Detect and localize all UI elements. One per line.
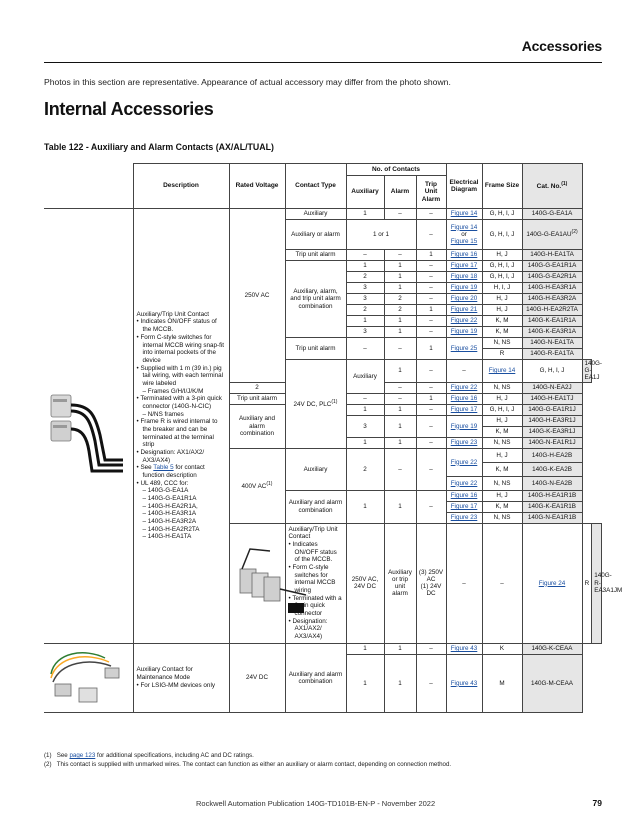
group2-voltage: 250V AC, 24V DC bbox=[346, 523, 384, 643]
figure-link[interactable]: Figure 19 bbox=[450, 284, 478, 292]
col-description: Description bbox=[133, 164, 229, 209]
product-photo-frame-r-contact bbox=[229, 523, 285, 643]
accessories-table: Description Rated Voltage Contact Type No. of Contacts Electrical Diagram Frame Size Cat. No.$^{(1)}$ Auxiliary Alarm Trip Unit Alarm Auxiliary/Trip Unit Contact • Indicates ON/OFF status of the MCCB. • Form C-style switches for internal MCCB wiring snap-fit into internal pockets of the device • Supplied with 1 m (39 in.) pig tail wiring, with each terminal wire labeled – Frames G/H/I/J/K/M • Terminated with a 3-pin quick connector (140G-N-CIC) – N/NS frames • Frame R is wired internal to the breaker and can be terminated at the terminal strip • Designation: AX1/AX2/ AX3/AX4) • See Table 5 for contact function description • UL 489, CCC for: – 140G-G-EA1A – 140G-G-EA1R1A – 140G-H-EA2R1A, – 140G-H-EA3R1A – 140G-H-EA3R2A – 140G-H-EA2R2TA – 140G-H-EA1TA 250V AC Auxiliary 1 – – Figure 14 G, H, I, J 140G-G-EA1A Auxiliary or alarm 1 or 1 – Figure 14 or Figure 15 G, H, I, J 140G-G-EA1AU$^{(2)}$ Trip unit alarm – – 1 Figure 16 H, J 140G-H-EA1TA Auxiliary, alarm, and trip unit alarm combination 1 1 – Figure 17 G, H, I, J 140G-G-EA1R1A 2 1 – Figure 18 G, H, I, J 140G-G-EA2R1A 3 1 – Figure 19 H, I, J 140G-H-EA3R1A 3 2 – Figure 20 H, J 140G-H-EA3R2A 2 2 1 Figure 21 H, J 140G-H-EA2R2TA 1 1 – Figure 22 K, M 140G-K-EA1R1A 3 1 – Figure 19 K, M 140G-K-EA3R1A Trip unit alarm – – 1 Figure 25 N, NS 140G-N-EA1TA R 140G-R-EA1TA 24V DC, PLC$^{(1)}$ Auxiliary 1 – – Figure 14 G, H, I, J 140G-G-EA1J 2 – – Figure 22 N, NS 140G-N-EA2J Trip unit alarm – – 1 Figure 16 H, J 140G-H-EA1TJ Auxiliary and alarm combination 1 1 – Figure 17 G, H, I, J 140G-G-EA1R1J 3 1 – Figure 19 H, J 140G-H-EA3R1J K, M 140G-K-EA3R1J 1 1 – Figure 23 N, NS 140G-N-EA1R1J 400V AC$^{(1)}$ Auxiliary 2 – – Figure 22 H, J 140G-H-EA2B K, M 140G-K-EA2B Figure 22 N, NS 140G-N-EA2B Auxiliary and alarm combination 1 1 – Figure 16 H, J 140G-H-EA1R1B Figure 17 K, M 140G-K-EA1R1B Figure 23 N, NS 140G-N-EA1R1B Auxiliary/Trip Unit Contact • Indicates ON/OFF status of the MCCB. • Form C-style switches for internal MCCB wiring • Terminated with a 3-pin quick connector • Designation: AX1/AX2/ AX3/AX4) 250V AC, 24V DC Auxiliary or trip unit alarm (3) 250V AC (1) 24V DC – – Figure 24 R 140G-R-EA3A1JM Auxiliary Contact for Maintenance Mode • For LSIG-MM devices only 24V DC Auxiliary and alarm combination 1 1 – Figure 43 K 140G-K-CEAA 1 1 – Figure 43 M 140G-M-CEAA bbox=[44, 163, 602, 713]
figure-link[interactable]: Figure 15 bbox=[450, 238, 478, 246]
col-electrical-diagram: Electrical Diagram bbox=[446, 164, 482, 209]
product-photo-aux-contact bbox=[44, 209, 133, 644]
figure-link[interactable]: Figure 24 bbox=[538, 579, 566, 587]
figure-link[interactable]: Figure 22 bbox=[450, 479, 478, 487]
figure-link[interactable]: Figure 23 bbox=[450, 514, 478, 522]
page-123-link[interactable]: page 123 bbox=[69, 752, 96, 759]
col-cat-no: Cat. No.$^{(1)}$ bbox=[522, 164, 582, 209]
figure-link[interactable]: Figure 14 bbox=[450, 223, 478, 231]
figure-link[interactable]: Figure 19 bbox=[450, 422, 478, 430]
product-photo-maintenance-contact bbox=[44, 643, 133, 712]
group2-description: Auxiliary/Trip Unit Contact • Indicates ON/OFF status of the MCCB. • Form C-style switches for internal MCCB wiring • Terminated with a 3-pin quick connector • Designation: AX1/AX2/ AX3/AX4) bbox=[285, 523, 346, 643]
figure-link[interactable]: Figure 16 bbox=[450, 492, 478, 500]
figure-link[interactable]: Figure 17 bbox=[450, 262, 478, 270]
figure-link[interactable]: Figure 21 bbox=[450, 306, 478, 314]
footnotes: (1) See page 123 for additional specifications, including AC and DC ratings. (2) This contact is supplied with unmarked wires. The contact can function as either an auxiliary or alarm contact, depending on connection method. bbox=[44, 752, 452, 768]
figure-link[interactable]: Figure 22 bbox=[450, 458, 478, 466]
col-trip-unit-alarm: Trip Unit Alarm bbox=[416, 176, 446, 209]
figure-link[interactable]: Figure 14 bbox=[488, 367, 516, 375]
col-group-contacts: No. of Contacts bbox=[346, 164, 446, 176]
col-alarm: Alarm bbox=[384, 176, 416, 209]
voltage-250vac: 250V AC bbox=[229, 209, 285, 383]
photo-note: Photos in this section are representative. Appearance of actual accessory may differ from the photo shown. bbox=[44, 77, 451, 87]
figure-link[interactable]: Figure 17 bbox=[450, 503, 478, 511]
page-number: 79 bbox=[592, 798, 602, 808]
figure-link[interactable]: Figure 16 bbox=[450, 251, 478, 259]
table-caption: Table 122 - Auxiliary and Alarm Contacts (AX/AL/TUAL) bbox=[44, 142, 274, 152]
voltage-400vac: 400V AC$^{(1)}$ bbox=[229, 448, 285, 523]
figure-link[interactable]: Figure 18 bbox=[450, 273, 478, 281]
figure-link[interactable]: Figure 25 bbox=[450, 344, 478, 352]
figure-link[interactable]: Figure 23 bbox=[450, 439, 478, 447]
figure-link[interactable]: Figure 19 bbox=[450, 328, 478, 336]
figure-link[interactable]: Figure 22 bbox=[450, 317, 478, 325]
figure-link[interactable]: Figure 17 bbox=[450, 406, 478, 414]
group3-description: Auxiliary Contact for Maintenance Mode • For LSIG-MM devices only bbox=[133, 643, 229, 712]
col-auxiliary: Auxiliary bbox=[346, 176, 384, 209]
col-frame-size: Frame Size bbox=[482, 164, 522, 209]
header-rule bbox=[44, 62, 602, 63]
figure-link[interactable]: Figure 43 bbox=[450, 645, 478, 653]
publication-footer: Rockwell Automation Publication 140G-TD101B-EN-P - November 2022 bbox=[196, 799, 436, 808]
col-contact-type: Contact Type bbox=[285, 164, 346, 209]
figure-link[interactable]: Figure 20 bbox=[450, 295, 478, 303]
figure-link[interactable]: Figure 16 bbox=[450, 395, 478, 403]
page-header-title: Accessories bbox=[521, 38, 602, 54]
group1-description: Auxiliary/Trip Unit Contact • Indicates ON/OFF status of the MCCB. • Form C-style switches for internal MCCB wiring snap-fit into internal pockets of the device • Supplied with 1 m (39 in.) pig tail wiring, with each terminal wire labeled – Frames G/H/I/J/K/M • Terminated with a 3-pin quick connector (140G-N-CIC) – N/NS frames • Frame R is wired internal to the breaker and can be terminated at the terminal strip • Designation: AX1/AX2/ AX3/AX4) • See Table 5 for contact function description • UL 489, CCC for: – 140G-G-EA1A – 140G-G-EA1R1A – 140G-H-EA2R1A, – 140G-H-EA3R1A – 140G-H-EA3R2A – 140G-H-EA2R2TA – 140G-H-EA1TA bbox=[133, 209, 229, 644]
figure-link[interactable]: Figure 14 bbox=[450, 210, 478, 218]
section-title: Internal Accessories bbox=[44, 99, 214, 119]
voltage-24vdc-plc: 24V DC, PLC$^{(1)}$ bbox=[285, 360, 346, 449]
figure-link[interactable]: Figure 22 bbox=[450, 384, 478, 392]
col-rated-voltage: Rated Voltage bbox=[229, 164, 285, 209]
table5-link[interactable]: Table 5 bbox=[153, 464, 174, 472]
group3-voltage: 24V DC bbox=[229, 643, 285, 712]
figure-link[interactable]: Figure 43 bbox=[450, 679, 478, 687]
